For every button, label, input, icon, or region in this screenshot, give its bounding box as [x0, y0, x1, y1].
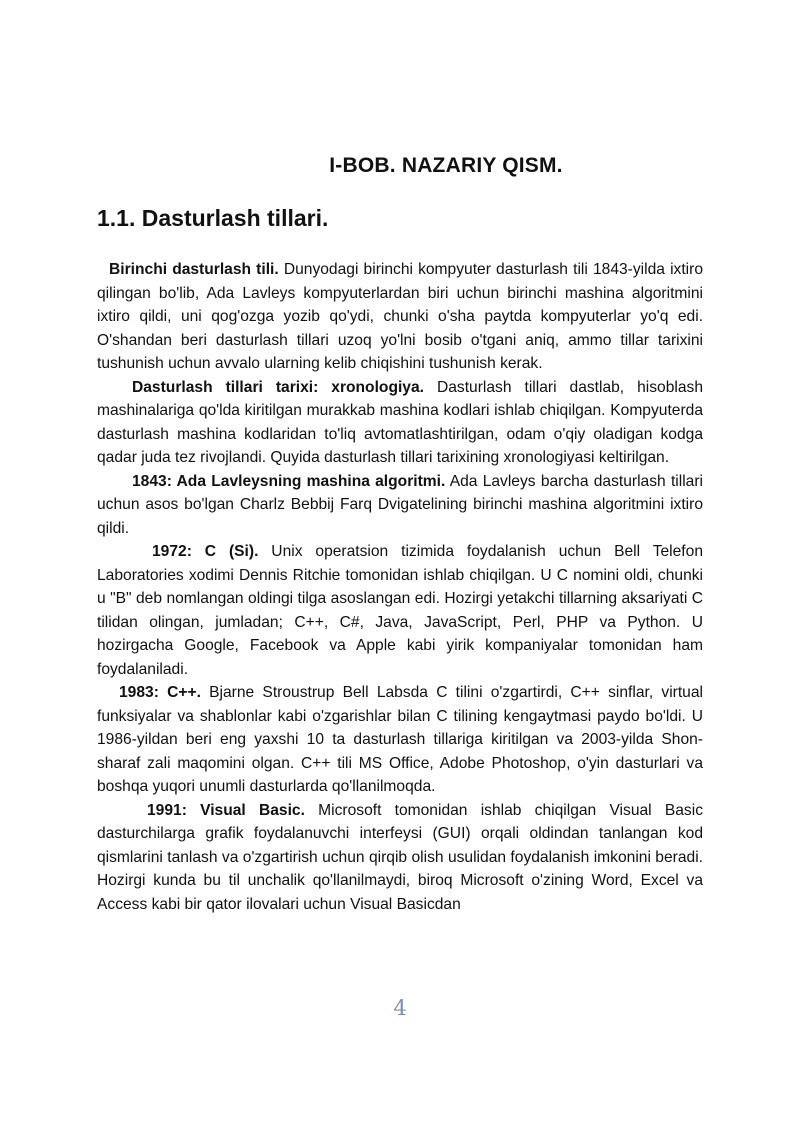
section-title: 1.1. Dasturlash tillari. [97, 205, 329, 231]
chapter-title: I-BOB. NAZARIY QISM. [329, 154, 563, 177]
paragraph-text: Bjarne Stroustrup Bell Labsda C tilini o'zgartirdi, C++ sinflar, virtual funksiyalar va shablonlar kabi o'zgarishlar bilan C tilining kengaytmasi paydo bo'ldi. U 1986-yildan beri eng yaxshi 10 ta dasturlash tillariga kiritilgan va 2003-yilda Shon-sharaf zali maqomini olgan. C++ tili MS Office, Adobe Photoshop, o'yin dasturlari va boshqa yuqori unumli dasturlarda qo'llanilmoqda. [97, 684, 703, 795]
paragraph-first-language [97, 258, 703, 376]
paragraph-text: Ada Lavleys barcha dasturlash tillari uchun asos bo'lgan Charlz Bebbij Farq Dvigatelining birinchi mashina algoritmini ixtiro qildi. [97, 472, 703, 537]
paragraph-heading: Birinchi dasturlash tili. [109, 261, 279, 278]
paragraph-heading: 1972: C (Si). [152, 543, 259, 560]
paragraph-text: Dunyodagi birinchi kompyuter dasturlash tili 1843-yilda ixtiro qilingan bo'lib, Ada Lavleys kompyuterlardan biri uchun birinchi mashina algoritmini ixtiro qildi, uni qog'ozga yozib qo'ydi, chunki o'sha paytda kompyuterlar yo'q edi. O'shandan beri dasturlash tillari uzoq yo'lni bosib o'tgani aniq, ammo tillar tarixini tushunish uchun avvalo ularning kelib chiqishini tushunish kerak. [97, 261, 703, 372]
body-text [97, 258, 703, 916]
paragraph-text: Dasturlash tillari dastlab, hisoblash mashinalariga qo'lda kiritilgan murakkab mashina kodlari ishlab chiqilgan. Kompyuterda dasturlash mashina kodlaridan to'liq avtomatlashtirilgan, odam o'qiy oladigan kodga qadar juda tez rivojlandi. Quyida dasturlash tillari tarixining xronologiyasi keltirilgan. [97, 378, 704, 466]
paragraph-1983 [97, 681, 703, 799]
page-number: 4 [393, 996, 407, 1020]
paragraph-1972 [97, 540, 703, 681]
paragraph-heading: 1843: Ada Lavleysning mashina algoritmi. [132, 472, 446, 490]
paragraph-text: Unix operatsion tizimida foydalanish uchun Bell Telefon Laboratories xodimi Dennis Ritchie tomonidan ishlab chiqilgan. U C nomini oldi, chunki u "B" deb nomlangan oldingi tilga asoslangan edi. Hozirgi yetakchi tillarning aksariyati C tilidan olingan, jumladan; C++, C#, Java, JavaScript, Perl, PHP va Python. U hozirgacha Google, Facebook va Apple kabi yirik kompaniyalar tomonidan ham foydalaniladi. [97, 543, 703, 678]
paragraph-text: Microsoft tomonidan ishlab chiqilgan Visual Basic dasturchilarga grafik foydalanuvchi interfeysi (GUI) orqali oldindan tanlangan kod qismlarini tanlash va o'zgartirish uchun qirqib olish usulidan foydalanish imkonini beradi. Hozirgi kunda bu til unchalik qo'llanilmaydi, biroq Microsoft o'zining Word, Excel va Access kabi bir qator ilovalari uchun Visual Basicdan [97, 801, 703, 913]
paragraph-heading: 1991: Visual Basic. [147, 801, 305, 819]
paragraph-1991 [97, 799, 703, 917]
paragraph-history [97, 376, 703, 470]
paragraph-1843 [97, 470, 703, 541]
paragraph-heading: Dasturlash tillari tarixi: xronologiya. [132, 378, 424, 396]
paragraph-heading: 1983: C++. [119, 684, 201, 701]
